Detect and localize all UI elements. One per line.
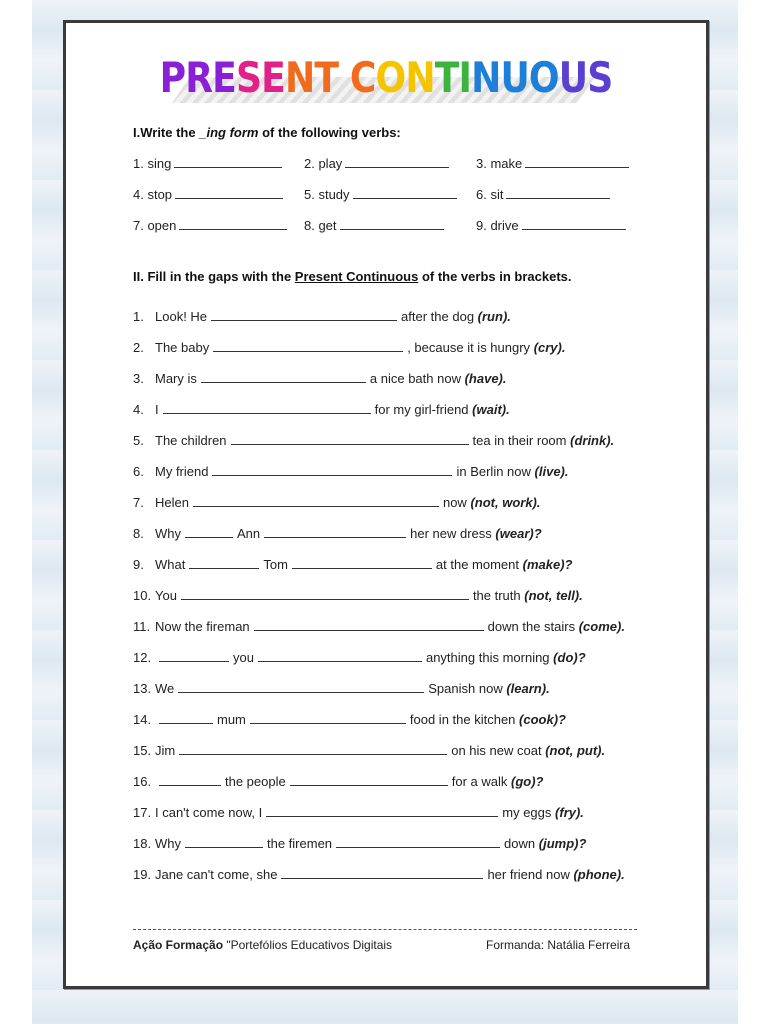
- verb-item: 7. open: [133, 218, 291, 233]
- section2-heading: II. Fill in the gaps with the Present Continuous of the verbs in brackets.: [133, 269, 572, 284]
- answer-blank[interactable]: [159, 775, 221, 786]
- verb-hint: (do)?: [553, 650, 586, 665]
- verb-hint: (come).: [578, 619, 625, 634]
- answer-blank[interactable]: [193, 496, 439, 507]
- footer-left: Ação Formação "Portefólios Educativos Digitais: [133, 938, 393, 952]
- answer-blank[interactable]: [181, 589, 469, 600]
- verb-hint: (have).: [464, 371, 507, 386]
- answer-blank[interactable]: [178, 682, 424, 693]
- verb-hint: (wait).: [472, 402, 510, 417]
- answer-blank[interactable]: [212, 465, 452, 476]
- page-title: [111, 53, 661, 102]
- answer-blank[interactable]: [250, 713, 406, 724]
- sentence-row: 9. What Tom at the moment (make)?: [133, 557, 573, 572]
- verb-item: 8. get: [304, 218, 448, 233]
- sentence-row: 3. Mary is a nice bath now (have).: [133, 371, 507, 386]
- sentence-row: 1. Look! He after the dog (run).: [133, 309, 511, 324]
- verb-hint: (run).: [477, 309, 511, 324]
- answer-blank[interactable]: [258, 651, 422, 662]
- answer-blank[interactable]: [353, 188, 457, 199]
- sentence-row: 15. Jim on his new coat (not, put).: [133, 743, 606, 758]
- sentence-row: 10. You the truth (not, tell).: [133, 588, 583, 603]
- sentence-row: 16. the people for a walk (go)?: [133, 774, 544, 789]
- verb-hint: (wear)?: [495, 526, 542, 541]
- answer-blank[interactable]: [174, 157, 282, 168]
- sentence-row: 7. Helen now (not, work).: [133, 495, 541, 510]
- answer-blank[interactable]: [290, 775, 448, 786]
- answer-blank[interactable]: [159, 713, 213, 724]
- verb-hint: (make)?: [522, 557, 573, 572]
- footer-divider: [133, 929, 637, 930]
- sentence-row: 14. mum food in the kitchen (cook)?: [133, 712, 566, 727]
- sentence-row: 19. Jane can't come, she her friend now (phone).: [133, 867, 625, 882]
- title-word-continuous: CONTINUOUS: [349, 53, 613, 102]
- answer-blank[interactable]: [522, 219, 626, 230]
- verb-hint: (fry).: [555, 805, 584, 820]
- answer-blank[interactable]: [266, 806, 498, 817]
- answer-blank[interactable]: [185, 837, 263, 848]
- answer-blank[interactable]: [213, 341, 403, 352]
- verb-item: 1. sing: [133, 156, 286, 171]
- answer-blank[interactable]: [345, 157, 449, 168]
- answer-blank[interactable]: [185, 527, 233, 538]
- verb-item: 4. stop: [133, 187, 287, 202]
- sentence-row: 2. The baby , because it is hungry (cry).: [133, 340, 566, 355]
- sentence-row: 4. I for my girl-friend (wait).: [133, 402, 510, 417]
- verb-hint: (not, put).: [545, 743, 606, 758]
- worksheet: [63, 20, 709, 989]
- sentence-row: 8. Why Ann her new dress (wear)?: [133, 526, 542, 541]
- verb-hint: (not, tell).: [524, 588, 583, 603]
- verb-hint: (jump)?: [538, 836, 587, 851]
- verb-hint: (cook)?: [519, 712, 566, 727]
- verb-item: 3. make: [476, 156, 633, 171]
- answer-blank[interactable]: [189, 558, 259, 569]
- sentence-row: 17. I can't come now, I my eggs (fry).: [133, 805, 584, 820]
- sentence-row: 13. We Spanish now (learn).: [133, 681, 550, 696]
- answer-blank[interactable]: [506, 188, 610, 199]
- answer-blank[interactable]: [179, 219, 287, 230]
- verb-item: 9. drive: [476, 218, 630, 233]
- answer-blank[interactable]: [281, 868, 483, 879]
- answer-blank[interactable]: [264, 527, 406, 538]
- answer-blank[interactable]: [163, 403, 371, 414]
- sentence-row: 6. My friend in Berlin now (live).: [133, 464, 569, 479]
- answer-blank[interactable]: [159, 651, 229, 662]
- answer-blank[interactable]: [211, 310, 397, 321]
- answer-blank[interactable]: [254, 620, 484, 631]
- verb-item: 2. play: [304, 156, 453, 171]
- verb-hint: (not, work).: [470, 495, 541, 510]
- answer-blank[interactable]: [231, 434, 469, 445]
- answer-blank[interactable]: [336, 837, 500, 848]
- verb-item: 6. sit: [476, 187, 614, 202]
- sentence-row: 12. you anything this morning (do)?: [133, 650, 586, 665]
- sentence-row: 5. The children tea in their room (drink).: [133, 433, 615, 448]
- sentence-row: 18. Why the firemen down (jump)?: [133, 836, 587, 851]
- answer-blank[interactable]: [340, 219, 444, 230]
- verb-hint: (cry).: [533, 340, 566, 355]
- answer-blank[interactable]: [175, 188, 283, 199]
- footer-right: Formanda: Natália Ferreira: [486, 938, 631, 952]
- answer-blank[interactable]: [179, 744, 447, 755]
- verb-item: 5. study: [304, 187, 461, 202]
- answer-blank[interactable]: [201, 372, 366, 383]
- verb-hint: (drink).: [570, 433, 615, 448]
- answer-blank[interactable]: [525, 157, 629, 168]
- verb-hint: (live).: [534, 464, 569, 479]
- verb-hint: (learn).: [506, 681, 550, 696]
- verb-hint: (phone).: [573, 867, 625, 882]
- section1-heading: I.Write the _ing form of the following verbs:: [133, 125, 401, 140]
- title-word-present: PRESENT: [159, 53, 339, 102]
- sentence-row: 11. Now the fireman down the stairs (come).: [133, 619, 625, 634]
- verb-hint: (go)?: [511, 774, 544, 789]
- answer-blank[interactable]: [292, 558, 432, 569]
